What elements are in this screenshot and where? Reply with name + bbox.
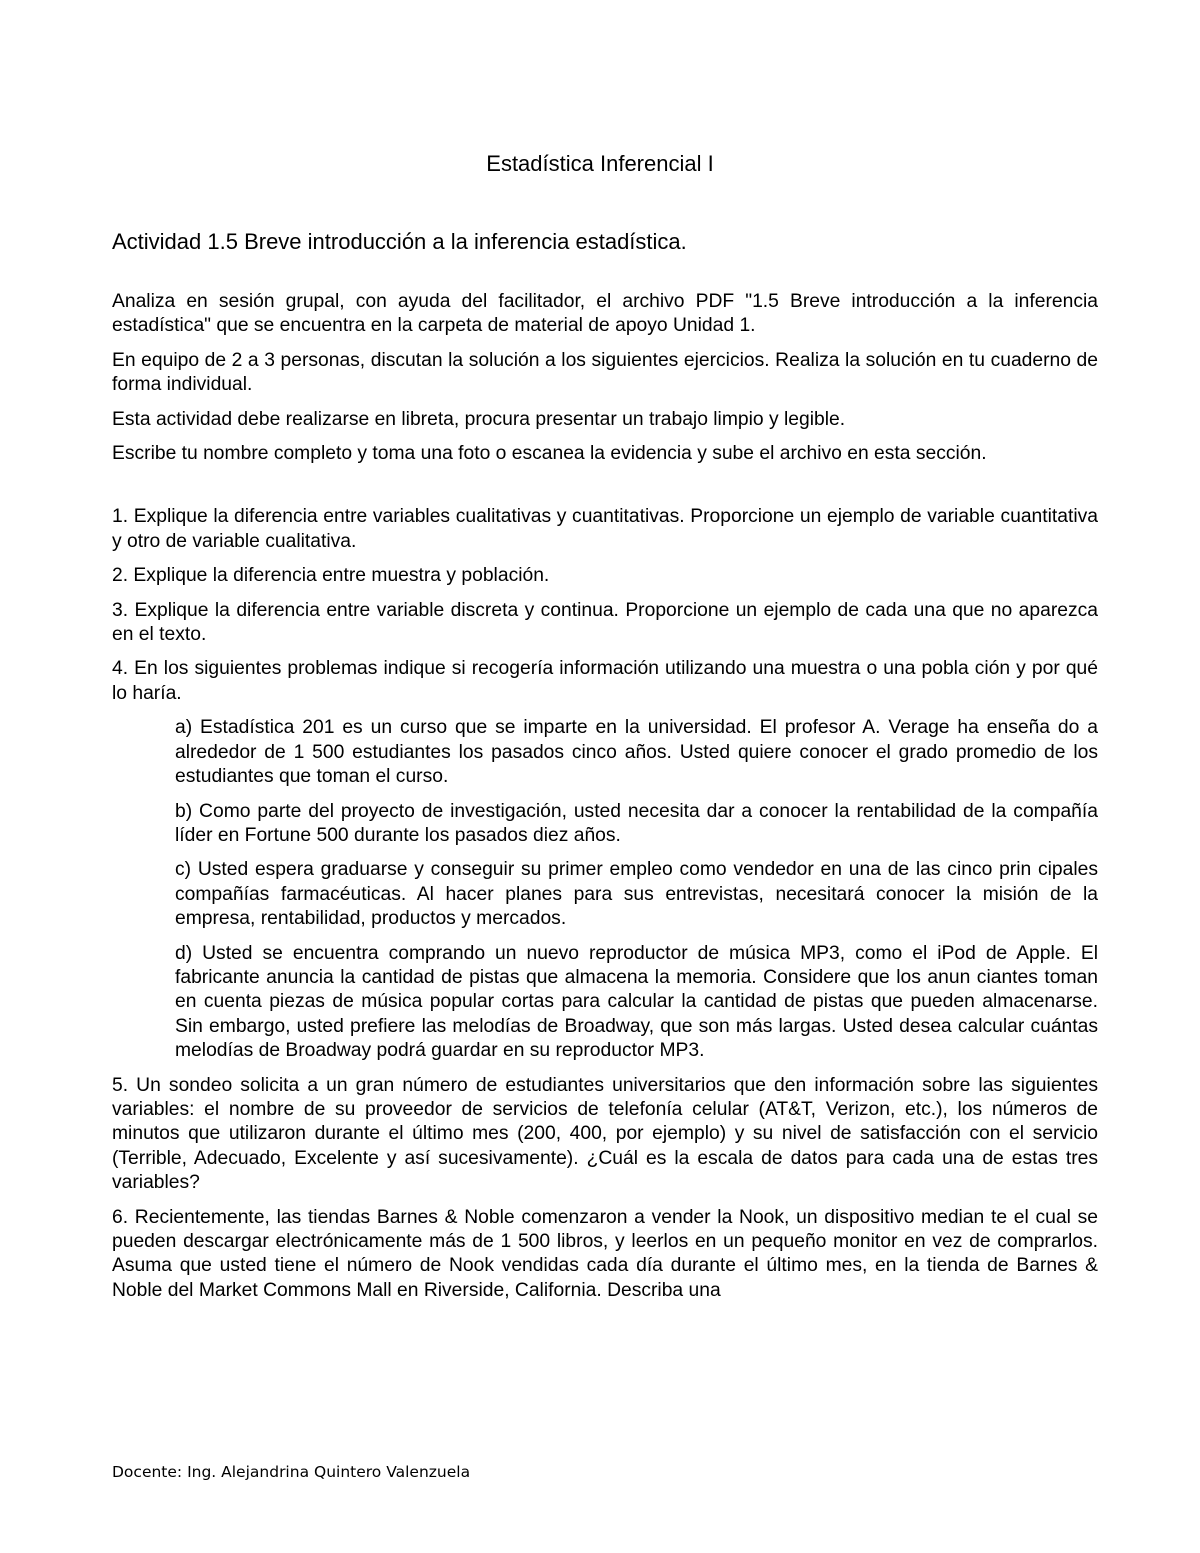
- question-1: 1. Explique la diferencia entre variables cualitativas y cuantitativas. Proporcione un ejemplo de variable cuantitativa y otro de variable cualitativa.: [112, 506, 1098, 552]
- intro-paragraph: Esta actividad debe realizarse en libreta, procura presentar un trabajo limpio y legible.: [112, 408, 846, 430]
- intro-paragraph: Analiza en sesión grupal, con ayuda del facilitador, el archivo PDF "1.5 Breve introducción a la inferencia estadística" que se encuentra en la carpeta de material de apoyo Unidad 1.: [112, 291, 1098, 337]
- activity-heading: Actividad 1.5 Breve introducción a la inferencia estadística.: [112, 229, 687, 254]
- question-4c: c) Usted espera graduarse y conseguir su primer empleo como vendedor en una de las cinco prin cipales compañías farmacéuticas. Al hacer planes para sus entrevistas, necesitará conocer la misión de la empresa, rentabilidad, productos y mercados.: [175, 859, 1098, 930]
- page-footer: Docente: Ing. Alejandrina Quintero Valenzuela: [112, 1463, 471, 1481]
- question-2: 2. Explique la diferencia entre muestra y población.: [112, 565, 550, 587]
- question-4a: a) Estadística 201 es un curso que se imparte en la universidad. El profesor A. Verage ha enseña do a alrededor de 1 500 estudiantes los pasados cinco años. Usted quiere conocer el grado promedio de los estudiantes que toman el curso.: [175, 717, 1098, 788]
- question-4: 4. En los siguientes problemas indique si recogería información utilizando una muestra o una pobla ción y por qué lo haría.: [112, 658, 1098, 704]
- question-4b: b) Como parte del proyecto de investigación, usted necesita dar a conocer la rentabilidad de la compañía líder en Fortune 500 durante los pasados diez años.: [175, 800, 1098, 846]
- intro-paragraph: En equipo de 2 a 3 personas, discutan la solución a los siguientes ejercicios. Realiza la solución en tu cuaderno de forma individual.: [112, 349, 1098, 396]
- question-3: 3. Explique la diferencia entre variable discreta y continua. Proporcione un ejemplo de cada una que no aparezca en el texto.: [112, 599, 1098, 646]
- question-6: 6. Recientemente, las tiendas Barnes & Noble comenzaron a vender la Nook, un dispositivo median te el cual se pueden descargar electrónicamente más de 1 500 libros, y leerlos en un pequeño monitor en vez de comprarlos. Asuma que usted tiene el número de Nook vendidas cada día durante el último mes, en la tienda de Barnes & Noble del Market Commons Mall en Riverside, California. Describa una: [112, 1206, 1098, 1301]
- question-4d: d) Usted se encuentra comprando un nuevo reproductor de música MP3, como el iPod de Apple. El fabricante anuncia la cantidad de pistas que almacena la memoria. Considere que los anun ciantes toman en cuenta piezas de música popular cortas para calcular la cantidad de pistas que pueden almacenarse. Sin embargo, usted prefiere las melodías de Broadway, que son más largas. Usted desea calcular cuántas melodías de Broadway podrá guardar en su reproductor MP3.: [175, 942, 1098, 1062]
- question-5: 5. Un sondeo solicita a un gran número de estudiantes universitarios que den información sobre las siguientes variables: el nombre de su proveedor de servicios de telefonía celular (AT&T, Verizon, etc.), los números de minutos que utilizaron durante el último mes (200, 400, por ejemplo) y su nivel de satisfacción con el servicio (Terrible, Adecuado, Excelente y así sucesivamente). ¿Cuál es la escala de datos para cada una de estas tres variables?: [112, 1074, 1098, 1194]
- section-spacer: [112, 476, 1098, 505]
- question-4-subitems: [112, 716, 1098, 1063]
- intro-paragraph: Escribe tu nombre completo y toma una foto o escanea la evidencia y sube el archivo en esta sección.: [112, 443, 987, 465]
- document-title: Estadística Inferencial I: [486, 151, 714, 176]
- document-body: [112, 290, 1098, 1313]
